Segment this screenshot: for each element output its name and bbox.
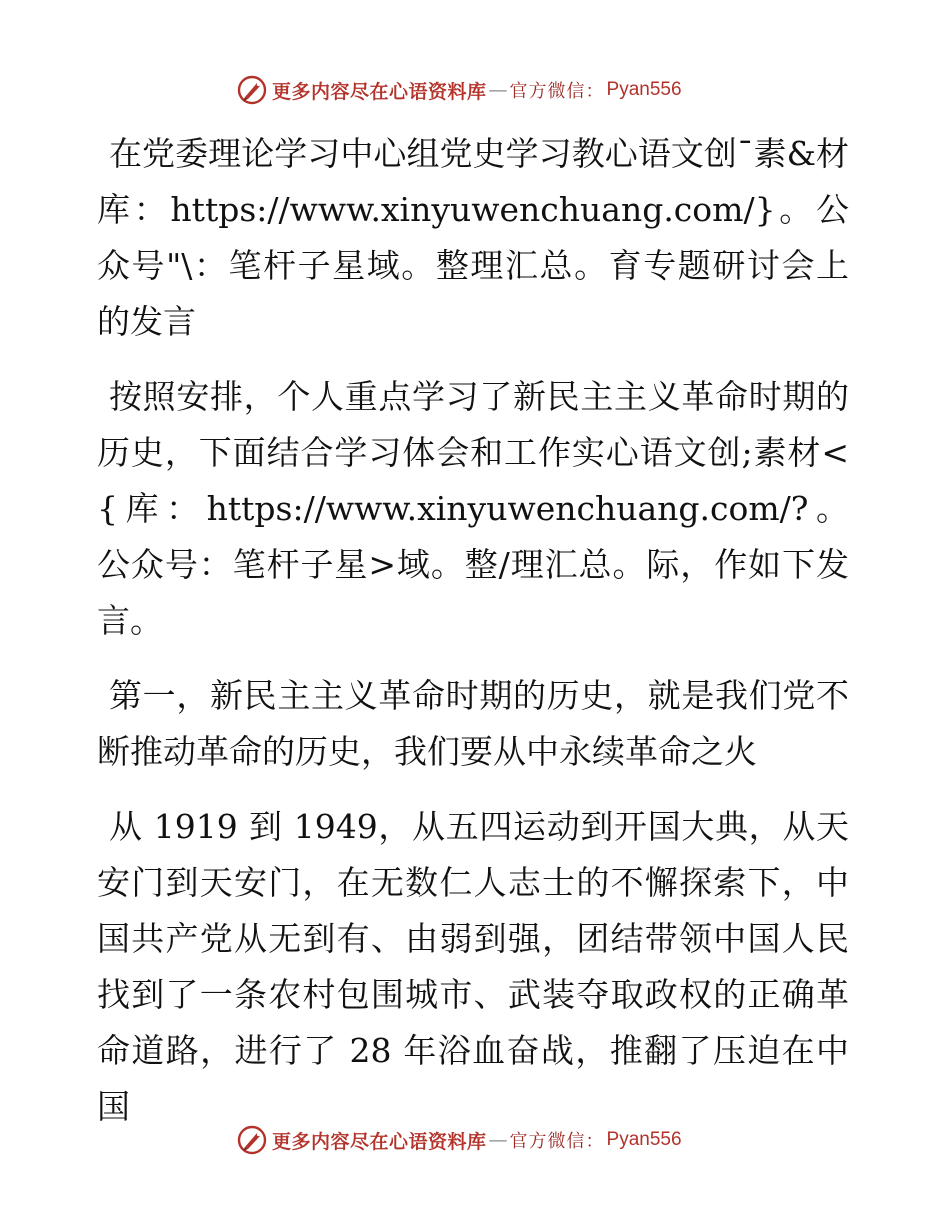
header-wechat-id: Pyan556 [606,79,682,100]
pen-nib-logo-icon [236,74,268,106]
footer-dash: — [488,1129,508,1151]
paragraph: 在党委理论学习中心组党史学习教心语文创¯素&材库：https://www.xinyuwenchuang.com/}。公众号"\：笔杆子星域。整理汇总。育专题研讨会上的发言 [97,134,849,341]
pen-nib-logo-icon [236,1124,268,1156]
header-watermark [236,72,682,108]
paragraph: 第一，新民主主义革命时期的历史，就是我们党不断推动革命的历史，我们要从中永续革命之火 [97,676,849,771]
footer-official-label: 官方微信： [509,1131,605,1152]
paragraph: 从 1919 到 1949，从五四运动到开国大典，从天安门到天安门，在无数仁人志士的不懈探索下，中国共产党从无到有、由弱到强，团结带领中国人民找到了一条农村包围城市、武装夺取政权的正确革命道路，进行了 28 年浴血奋战，推翻了压迫在中国 [97,807,849,1126]
header-tagline: 更多内容尽在心语资料库 [272,80,487,103]
footer-watermark [236,1122,682,1158]
footer-tagline: 更多内容尽在心语资料库 [272,1130,487,1153]
footer-wechat-id: Pyan556 [606,1129,682,1150]
paragraph: 按照安排，个人重点学习了新民主主义革命时期的历史，下面结合学习体会和工作实心语文创;素材<{库：https://www.xinyuwenchuang.com/?。公众号：笔杆子星>域。整/理汇总。际，作如下发言。 [97,377,849,640]
header-official-label: 官方微信： [509,81,605,102]
document-body [97,126,849,1135]
header-dash: — [488,79,508,101]
